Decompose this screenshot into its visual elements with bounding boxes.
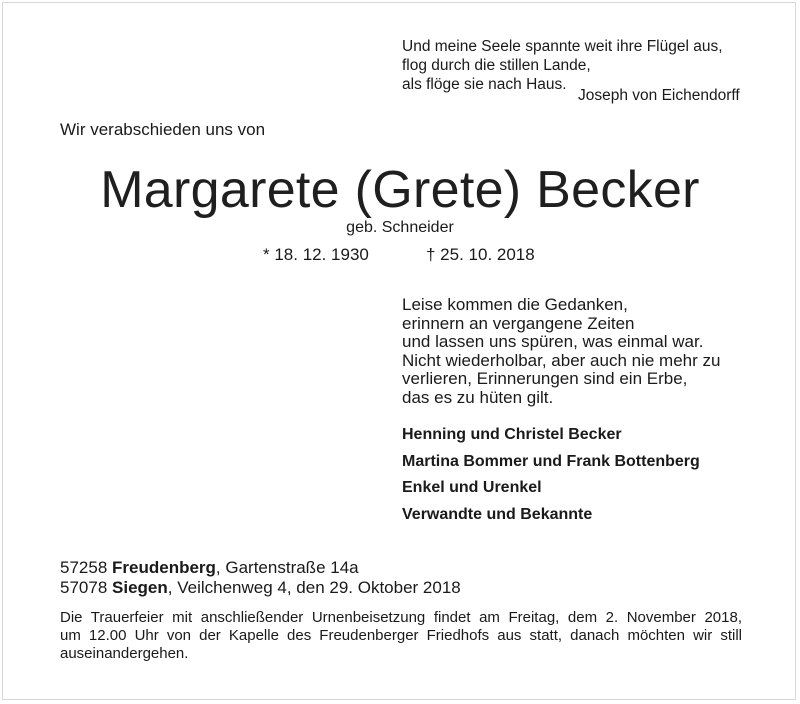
info-line: um 12.00 Uhr von der Kapelle des Freudenberger Friedhofs aus statt, danach möchten wir still [60,627,742,644]
mourner-entry: Henning und Christel Becker [402,426,622,443]
address-line [60,578,461,598]
intro-text: Wir verabschieden uns von [60,120,266,139]
death-date: † 25. 10. 2018 [426,245,535,264]
address-line [60,558,461,578]
funeral-info [60,609,742,663]
poem-line: erinnern an vergangene Zeiten [402,313,635,333]
quote-author: Joseph von Eichendorff [578,87,740,104]
addresses [60,558,461,598]
mourners-list [402,422,700,528]
quote-line: flog durch die stillen Lande, [402,57,591,74]
opening-quote [402,37,723,94]
deceased-name: Margarete (Grete) Becker [100,161,700,219]
address-zip: 57078 [60,578,108,597]
info-line: auseinandergehen. [60,645,189,662]
info-line: Die Trauerfeier mit anschließender Urnenbeisetzung findet am Freitag, dem 2. November 2018, [60,609,742,626]
address-city: Freudenberg [112,558,216,577]
poem-line: Leise kommen die Gedanken, [402,295,628,314]
memorial-poem [402,296,720,408]
address-street: , Gartenstraße 14a [215,558,359,577]
birth-date: * 18. 12. 1930 [263,245,369,264]
address-zip: 57258 [60,558,108,577]
mourner-entry: Enkel und Urenkel [402,479,542,496]
mourner-entry: Martina Bommer und Frank Bottenberg [402,452,700,470]
poem-line: und lassen uns spüren, was einmal war. [402,332,704,352]
maiden-name: geb. Schneider [346,219,454,236]
quote-line: als flöge sie nach Haus. [402,76,567,93]
address-city: Siegen [112,578,168,597]
quote-line: Und meine Seele spannte weit ihre Flügel aus, [402,38,723,55]
poem-line: verlieren, Erinnerungen sind ein Erbe, [402,369,688,389]
address-street: , Veilchenweg 4, den 29. Oktober 2018 [167,578,461,597]
poem-line: Nicht wiederholbar, aber auch nie mehr zu [402,350,721,370]
mourner-entry: Verwandte und Bekannte [402,505,593,523]
poem-line: das es zu hüten gilt. [402,387,554,407]
